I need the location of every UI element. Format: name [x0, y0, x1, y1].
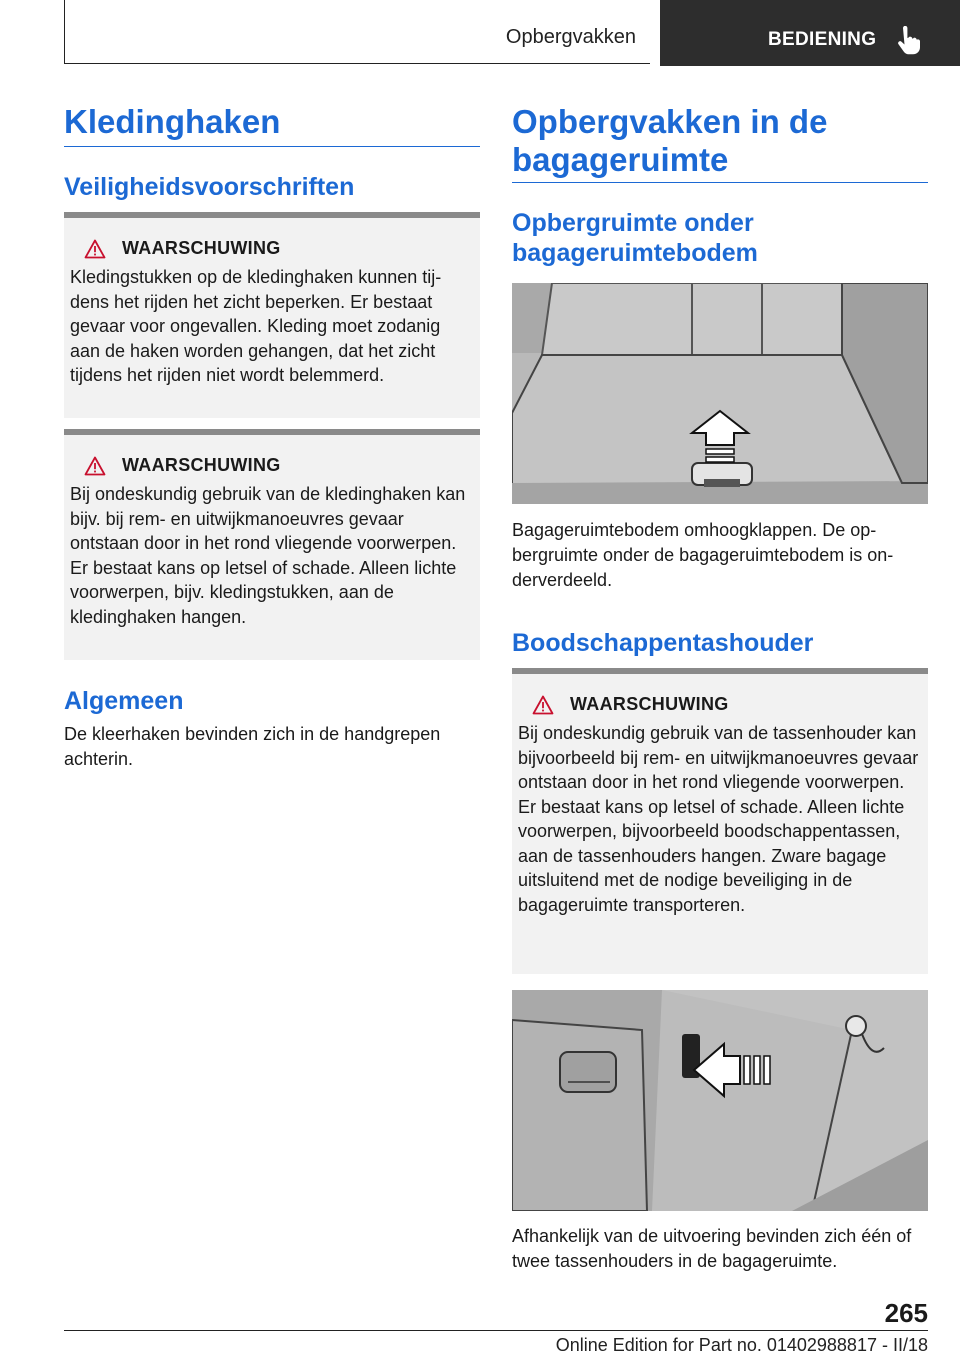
header-underline: [64, 63, 650, 64]
warning-text: Bij ondeskundig gebruik van de tassenhouder kan bijvoorbeeld bij rem- en uitwijkmanoeuvres gevaar ontstaan door in het rond vliegende voorwerpen. Er bestaat kans op letsel of schade. Alleen lichte voorwerpen, bijvoorbeeld boodschappentassen, aan de tassenhouders hangen. Zware bagage uitsluitend met de nodige beveiliging in de bagageruimte transporteren.: [518, 723, 919, 915]
section-title-storage: Opbergvakken in de bagageruimte: [512, 103, 828, 178]
title-rule: [64, 146, 480, 147]
cargo-floor-illustration: [512, 283, 928, 504]
bag-holder-illustration: [512, 990, 928, 1211]
warning-box-1: [64, 212, 480, 418]
warning-text: Bij ondeskundig gebruik van de kledinghaken kan bijv. bij rem- en uitwijkmanoeuvres gevaar ontstaan door in het rond vliegende voorwerpen. Er bestaat kans op letsel of schade. Alleen lichte voorwerpen, bijv. kledingstukken, aan de kledinghaken hangen.: [70, 484, 466, 627]
warning-text: Kledingstukken op de kledinghaken kunnen tijdens het rijden het zicht beperken. Er bestaat gevaar voor ongevallen. Kleding moet zodanig aan de haken worden gehangen, dat het zicht tijdens het rijden niet wordt belemmerd.: [70, 267, 442, 385]
warning-label: WAARSCHUWING: [122, 238, 281, 258]
subtitle-bag-holder: Boodschappentashouder: [512, 629, 814, 657]
warning-header: [518, 694, 922, 715]
subtitle-underfloor: Opbergruimte onder bagageruimtebodem: [512, 209, 758, 267]
footer-rule: [64, 1330, 928, 1331]
page-number: 265: [884, 1298, 928, 1328]
header-chapter-label: BEDIENING: [768, 29, 877, 50]
hand-pointer-icon: [894, 26, 920, 56]
warning-header: [70, 238, 474, 259]
warning-box-2: [64, 429, 480, 660]
warning-box-3: [512, 668, 928, 974]
warning-triangle-icon: [84, 456, 106, 476]
section-title-kledinghaken: Kledinghaken: [64, 103, 281, 140]
title-rule: [512, 182, 928, 183]
caption-underfloor: Bagageruimtebodem omhoogklappen. De opbergruimte onder de bagageruimtebodem is onderverdeeld.: [512, 520, 894, 590]
caption-bag-holder: Afhankelijk van de uitvoering bevinden zich één of twee tassenhouders in de bagageruimte.: [512, 1226, 912, 1271]
header-section-title: Opbergvakken: [505, 26, 636, 48]
warning-label: WAARSCHUWING: [570, 694, 729, 714]
general-text: De kleerhaken bevinden zich in de handgrepen achterin.: [64, 724, 441, 769]
subtitle-general: Algemeen: [64, 687, 184, 715]
footer-edition: Online Edition for Part no. 01402988817 - II/18: [555, 1335, 928, 1355]
subtitle-safety: Veiligheidsvoorschriften: [64, 173, 355, 201]
warning-header: [70, 455, 474, 476]
warning-label: WAARSCHUWING: [122, 455, 281, 475]
header-divider: [64, 0, 65, 64]
warning-triangle-icon: [84, 239, 106, 259]
warning-triangle-icon: [532, 695, 554, 715]
